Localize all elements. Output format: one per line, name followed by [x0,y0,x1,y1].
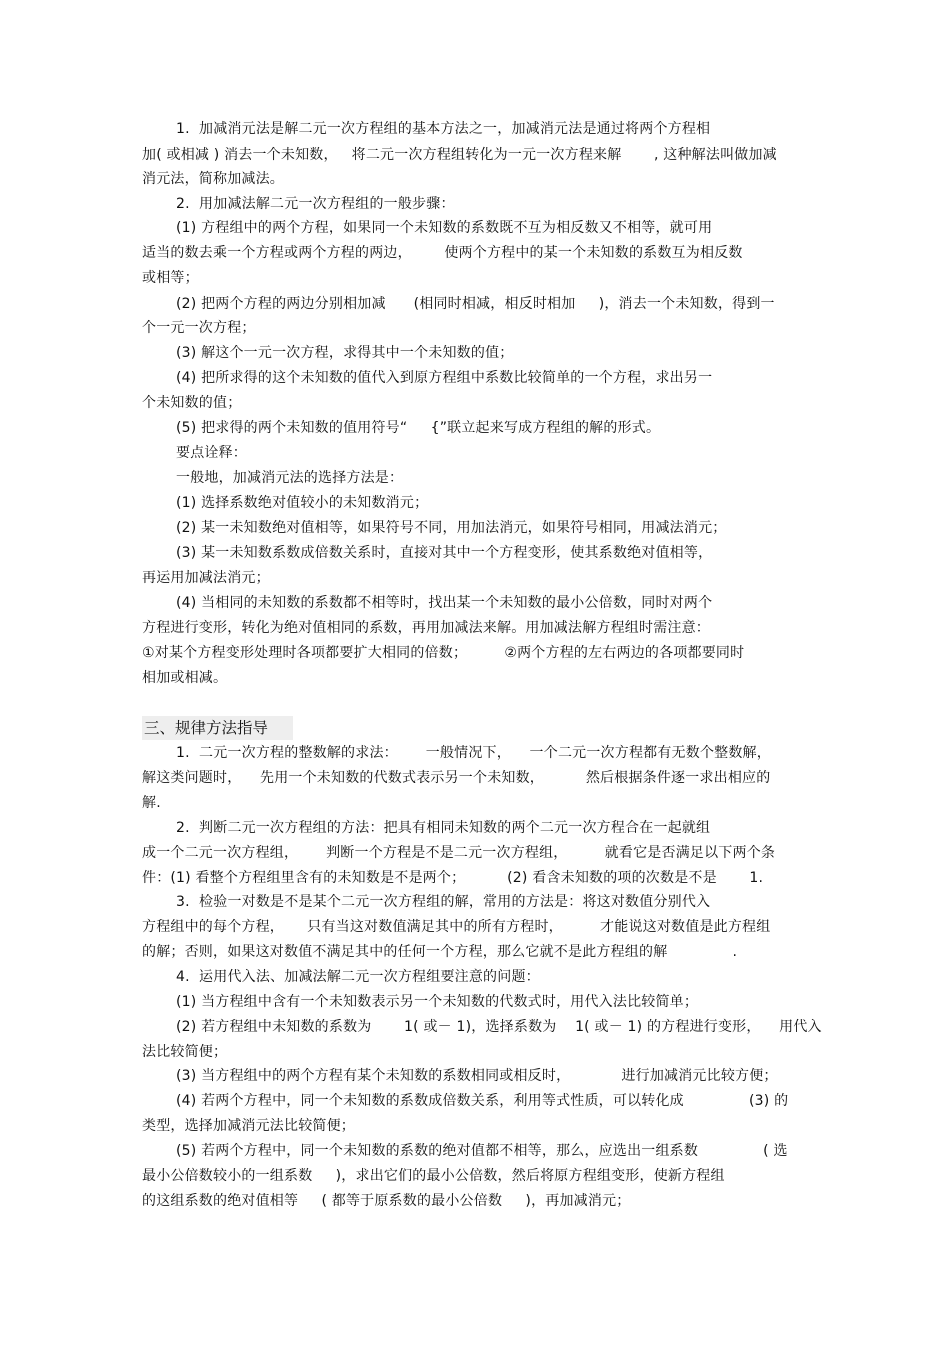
paragraph-line: 4. 运用代入法、加减法解二元一次方程组要注意的问题： [176,969,540,985]
paragraph-line: 法比较简便； [142,1044,228,1060]
paragraph-line: 1. 二元一次方程的整数解的求法： 一般情况下， 一个二元一次方程都有无数个整数解， [176,745,771,761]
paragraph-line: (2) 若方程组中未知数的系数为 1( 或－ 1)，选择系数为 1( 或－ 1) 的方程进行变形， 用代入 [176,1019,822,1035]
paragraph-line: (4) 把所求得的这个未知数的值代入到原方程组中系数比较简单的一个方程，求出另一 [176,370,713,386]
paragraph-line: 成一个二元一次方程组， 判断一个方程是不是二元一次方程组， 就看它是否满足以下两个条 [142,845,776,861]
paragraph-line: 要点诠释： [176,445,247,461]
paragraph-line: 解. [142,795,161,811]
paragraph-line: (1) 当方程组中含有一个未知数表示另一个未知数的代数式时，用代入法比较简单； [176,994,699,1010]
paragraph-line: (3) 某一未知数系数成倍数关系时，直接对其中一个方程变形，使其系数绝对值相等， [176,545,713,561]
paragraph-line: 最小公倍数较小的一组系数 )，求出它们的最小公倍数，然后将原方程组变形，使新方程组 [142,1168,725,1184]
paragraph-line: 适当的数去乘一个方程或两个方程的两边， 使两个方程中的某一个未知数的系数互为相反数 [142,245,743,261]
paragraph-line: 件：(1) 看整个方程组里含有的未知数是不是两个； (2) 看含未知数的项的次数是不是 1. [142,870,764,886]
paragraph-line: 3. 检验一对数是不是某个二元一次方程组的解，常用的方法是：将这对数值分别代入 [176,894,711,910]
paragraph-line: (2) 把两个方程的两边分别相加减 (相同时相减，相反时相加 )，消去一个未知数，得到一 [176,296,775,312]
paragraph-line: 解这类问题时， 先用一个未知数的代数式表示另一个未知数， 然后根据条件逐一求出相应的 [142,770,771,786]
section-heading: 三、规律方法指导 [142,716,293,740]
paragraph-line: (5) 若两个方程中，同一个未知数的系数的绝对值都不相等，那么，应选出一组系数 ( 选 [176,1143,788,1159]
paragraph-line: (5) 把求得的两个未知数的值用符号“ {”联立起来写成方程组的解的形式。 [176,420,661,436]
paragraph-line: 个一元一次方程； [142,320,256,336]
paragraph-line: 类型，选择加减消元法比较简便； [142,1118,355,1134]
paragraph-line: (1) 方程组中的两个方程，如果同一个未知数的系数既不互为相反数又不相等，就可用 [176,220,713,236]
paragraph-line: (2) 某一未知数绝对值相等，如果符号不同，用加法消元，如果符号相同，用减法消元； [176,520,727,536]
paragraph-line: ①对某个方程变形处理时各项都要扩大相同的倍数； ②两个方程的左右两边的各项都要同时 [142,645,745,661]
paragraph-line: 消元法，简称加减法。 [142,171,284,187]
paragraph-line: 方程组中的每个方程， 只有当这对数值满足其中的所有方程时， 才能说这对数值是此方程组 [142,919,771,935]
paragraph-line: 或相等； [142,270,199,286]
paragraph-line: 加( 或相减 ) 消去一个未知数， 将二元一次方程组转化为一元一次方程来解 , 这种解法叫做加减 [142,147,777,163]
paragraph-line: 2. 用加减法解二元一次方程组的一般步骤： [176,196,455,212]
paragraph-line: 再运用加减法消元； [142,570,270,586]
paragraph-line: 一般地，加减消元法的选择方法是： [176,470,404,486]
paragraph-line: (4) 若两个方程中，同一个未知数的系数成倍数关系，利用等式性质，可以转化成 (3) 的 [176,1093,789,1109]
paragraph-line: (3) 当方程组中的两个方程有某个未知数的系数相同或相反时， 进行加减消元比较方便； [176,1068,778,1084]
paragraph-line: 的解；否则，如果这对数值不满足其中的任何一个方程，那么它就不是此方程组的解 . [142,944,738,960]
paragraph-line: 1. 加减消元法是解二元一次方程组的基本方法之一，加减消元法是通过将两个方程相 [176,121,711,137]
paragraph-line: 个未知数的值； [142,395,242,411]
paragraph-line: 相加或相减。 [142,670,228,686]
paragraph-line: (4) 当相同的未知数的系数都不相等时，找出某一个未知数的最小公倍数，同时对两个 [176,595,713,611]
paragraph-line: (1) 选择系数绝对值较小的未知数消元； [176,495,429,511]
paragraph-line: 方程进行变形，转化为绝对值相同的系数，再用加减法来解。用加减法解方程组时需注意： [142,620,710,636]
paragraph-line: (3) 解这个一元一次方程，求得其中一个未知数的值； [176,345,514,361]
paragraph-line: 2. 判断二元一次方程组的方法：把具有相同未知数的两个二元一次方程合在一起就组 [176,820,711,836]
paragraph-line: 的这组系数的绝对值相等 ( 都等于原系数的最小公倍数 )，再加减消元； [142,1193,631,1209]
